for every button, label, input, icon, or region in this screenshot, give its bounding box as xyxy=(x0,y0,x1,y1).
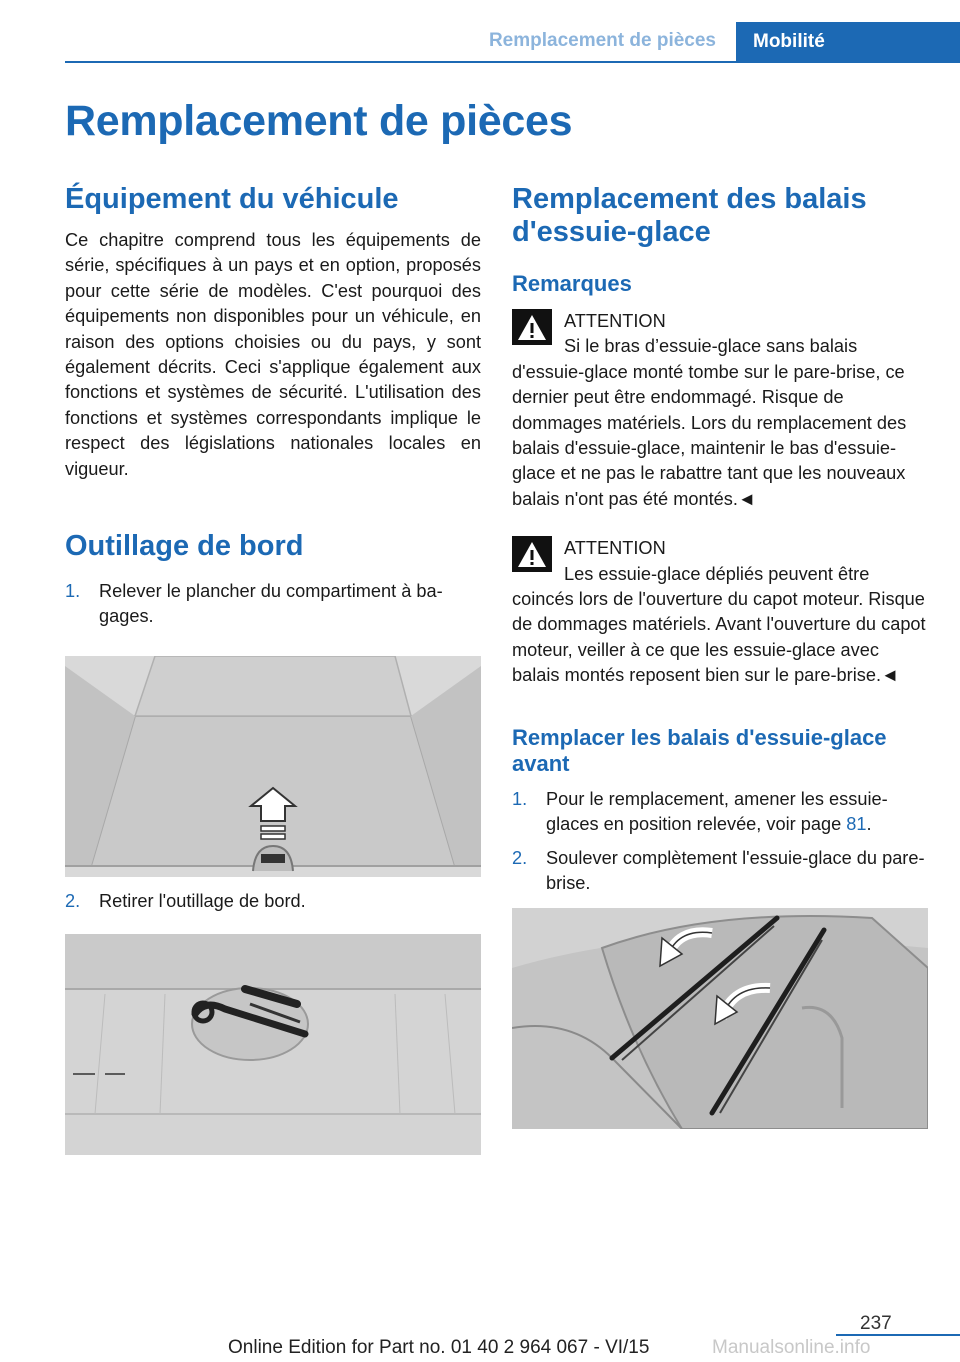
page-title: Remplacement de pièces xyxy=(65,97,573,145)
wiper-arm-image xyxy=(512,908,928,1129)
warning-label: ATTENTION xyxy=(564,538,666,559)
front-wiper-heading: Remplacer les balais d'essuie-glace avant xyxy=(512,724,887,776)
header-section-title: Remplacement de pièces xyxy=(488,30,716,51)
step-number: 2. xyxy=(512,847,528,868)
step-number: 1. xyxy=(512,788,528,809)
warning-label: ATTENTION xyxy=(564,311,666,331)
wiper-arm-illustration xyxy=(512,908,928,1129)
watermark: Manualsonline.info xyxy=(712,1337,871,1358)
warning-block xyxy=(512,309,928,512)
list-item xyxy=(512,846,928,897)
step-number: 2. xyxy=(65,890,81,911)
list-item xyxy=(65,579,481,630)
equipment-heading: Équipement du véhicule xyxy=(65,183,399,215)
edition-text: Online Edition for Part no. 01 40 2 964 067 - VI/15 xyxy=(228,1337,650,1358)
step-number: 1. xyxy=(65,581,81,602)
page-reference-link[interactable]: 81 xyxy=(846,814,867,835)
warning-block xyxy=(512,536,928,688)
warning-text xyxy=(512,334,928,512)
warning-text-body: Les essuie-glace dépliés peuvent être coincés lors de l'ouverture du capot moteur. Risque de dommages matériels. Avant l'ouverture du capot moteur, veiller à ce que les essuie-glace avec balais montés reposent bien sur le pare-brise.◄ xyxy=(512,563,926,686)
warning-text-body: Si le bras d’essuie-glace sans balais d'essuie-glace monté tombe sur le pare-brise, ce dernier peut être endommagé. Risque de dommages matériels. Lors du remplacement des balais d'essuie-glace, maintenir le bas d'essuie-glace et ne pas le rabattre tant que les nouveaux balais n'ont pas été montés.◄ xyxy=(512,336,907,509)
wiper-heading: Remplacement des balais d'essuie-glace xyxy=(512,183,867,248)
equipment-text: Ce chapitre comprend tous les équipements de série, spécifiques à un pays et en option, proposés pour cette série de modèles. C'est pourquoi des équipements non disponibles pour un véhicule, en raison des options choisies ou du pays, y sont également décrits. Ceci s'applique également aux fonctions et systèmes de sécurité. L'utilisation des fonctions et systèmes correspondants implique le respect des législations nationales locales en vigueur. xyxy=(65,230,481,479)
left-column xyxy=(65,183,481,1155)
trunk-floor-illustration xyxy=(65,656,481,877)
list-item xyxy=(512,787,928,838)
warning-triangle-icon xyxy=(512,309,552,345)
header-rule xyxy=(65,61,960,63)
step-text-end: . xyxy=(866,814,872,835)
tool-kit-image xyxy=(65,934,481,1155)
list-item xyxy=(65,889,481,914)
step-text: Pour le remplacement, amener les essuie-glaces en position relevée, voir page xyxy=(546,788,888,835)
trunk-floor-image xyxy=(65,656,481,877)
header-chapter-tab: Mobilité xyxy=(736,22,960,62)
step-text: Relever le plancher du compartiment à bagages. xyxy=(99,581,443,627)
tool-kit-illustration xyxy=(65,934,481,1155)
warning-triangle-icon xyxy=(512,536,552,572)
remarks-heading: Remarques xyxy=(512,271,632,296)
step-text: Retirer l'outillage de bord. xyxy=(99,890,306,911)
tools-heading: Outillage de bord xyxy=(65,530,304,563)
footer-rule xyxy=(836,1334,960,1336)
step-text: Soulever complètement l'essuie-glace du pare-brise. xyxy=(546,847,925,893)
warning-text xyxy=(512,562,928,689)
right-column xyxy=(512,183,928,1129)
page-number: 237 xyxy=(860,1313,892,1334)
